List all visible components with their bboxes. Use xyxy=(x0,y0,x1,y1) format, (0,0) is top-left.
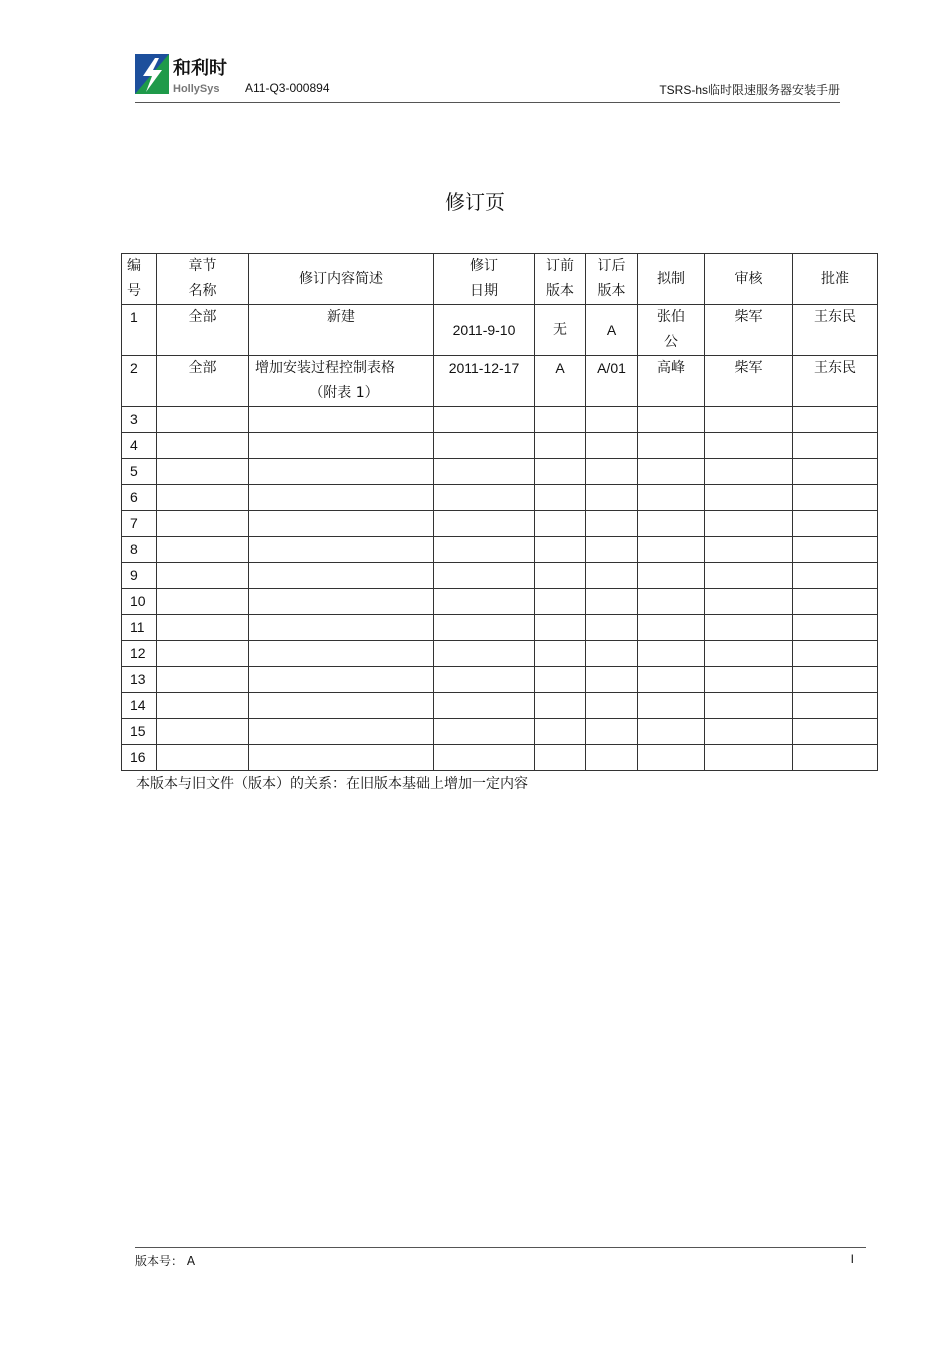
cell-approver xyxy=(793,433,878,459)
cell-number: 5 xyxy=(122,459,157,485)
cell-date xyxy=(434,537,535,563)
table-row xyxy=(122,305,878,356)
page-header xyxy=(135,48,840,103)
cell-after-version: A xyxy=(586,305,638,356)
table-row xyxy=(122,356,878,407)
cell-description xyxy=(249,433,434,459)
cell-approver xyxy=(793,615,878,641)
header-reviewer: 审核 xyxy=(705,254,793,305)
header-before-line1: 订前 xyxy=(546,258,574,274)
cell-before-version xyxy=(535,589,586,615)
cell-number: 10 xyxy=(122,589,157,615)
cell-before-version xyxy=(535,693,586,719)
header-before-version xyxy=(535,254,586,305)
cell-reviewer xyxy=(705,433,793,459)
cell-number: 6 xyxy=(122,485,157,511)
cell-date xyxy=(434,459,535,485)
header-approver: 批准 xyxy=(793,254,878,305)
cell-after-version xyxy=(586,537,638,563)
version-relation-note: 本版本与旧文件（版本）的关系：在旧版本基础上增加一定内容 xyxy=(136,776,528,792)
header-after-version xyxy=(586,254,638,305)
table-row xyxy=(122,407,878,433)
cell-date xyxy=(434,433,535,459)
cell-approver xyxy=(793,563,878,589)
cell-reviewer: 柴军 xyxy=(705,356,793,407)
cell-number: 7 xyxy=(122,511,157,537)
cell-number: 14 xyxy=(122,693,157,719)
cell-description xyxy=(249,459,434,485)
cell-drafter xyxy=(638,693,705,719)
cell-before-version: A xyxy=(535,356,586,407)
cell-chapter xyxy=(157,693,249,719)
cell-chapter xyxy=(157,433,249,459)
svg-text:和利时: 和利时 xyxy=(173,58,227,79)
cell-number: 15 xyxy=(122,719,157,745)
cell-approver xyxy=(793,407,878,433)
cell-approver xyxy=(793,589,878,615)
cell-description-line2: （附表 1） xyxy=(309,385,379,401)
cell-approver xyxy=(793,719,878,745)
cell-chapter xyxy=(157,485,249,511)
cell-date xyxy=(434,511,535,537)
cell-number: 12 xyxy=(122,641,157,667)
table-header-row xyxy=(122,254,878,305)
cell-after-version xyxy=(586,511,638,537)
document-id: A11-Q3-000894 xyxy=(245,81,330,95)
table-row xyxy=(122,563,878,589)
cell-after-version xyxy=(586,719,638,745)
cell-description-line1: 增加安装过程控制表格 xyxy=(255,360,395,376)
header-chapter-line1: 章节 xyxy=(188,258,217,274)
cell-reviewer xyxy=(705,745,793,771)
page-footer xyxy=(135,1247,866,1270)
header-description: 修订内容简述 xyxy=(249,254,434,305)
cell-after-version: A/01 xyxy=(586,356,638,407)
cell-after-version xyxy=(586,615,638,641)
cell-chapter xyxy=(157,615,249,641)
cell-approver xyxy=(793,511,878,537)
cell-number: 1 xyxy=(122,305,157,356)
cell-before-version xyxy=(535,563,586,589)
table-row xyxy=(122,537,878,563)
cell-after-version xyxy=(586,459,638,485)
cell-date: 2011-12-17 xyxy=(434,356,535,407)
header-drafter: 拟制 xyxy=(638,254,705,305)
cell-number: 3 xyxy=(122,407,157,433)
cell-reviewer xyxy=(705,589,793,615)
cell-description xyxy=(249,563,434,589)
cell-approver xyxy=(793,745,878,771)
cell-reviewer xyxy=(705,563,793,589)
header-number-line1: 编 xyxy=(127,258,141,274)
cell-approver xyxy=(793,485,878,511)
cell-reviewer xyxy=(705,459,793,485)
cell-drafter xyxy=(638,537,705,563)
cell-drafter xyxy=(638,745,705,771)
cell-approver xyxy=(793,693,878,719)
cell-description xyxy=(249,485,434,511)
cell-after-version xyxy=(586,745,638,771)
header-chapter xyxy=(157,254,249,305)
header-number-line2: 号 xyxy=(127,283,141,299)
table-row xyxy=(122,615,878,641)
cell-date xyxy=(434,563,535,589)
cell-date xyxy=(434,719,535,745)
table-row xyxy=(122,745,878,771)
cell-after-version xyxy=(586,563,638,589)
cell-date xyxy=(434,693,535,719)
table-row xyxy=(122,693,878,719)
cell-description xyxy=(249,615,434,641)
cell-description: 新建 xyxy=(249,305,434,356)
table-row xyxy=(122,485,878,511)
header-date-line2: 日期 xyxy=(470,283,498,299)
cell-chapter xyxy=(157,719,249,745)
cell-after-version xyxy=(586,485,638,511)
empty-rows xyxy=(122,407,878,771)
cell-after-version xyxy=(586,667,638,693)
cell-before-version xyxy=(535,433,586,459)
cell-number: 4 xyxy=(122,433,157,459)
cell-after-version xyxy=(586,641,638,667)
cell-date xyxy=(434,745,535,771)
cell-drafter-line1: 张伯 xyxy=(657,309,685,325)
cell-chapter xyxy=(157,511,249,537)
cell-description xyxy=(249,719,434,745)
revision-table xyxy=(121,253,878,771)
cell-after-version xyxy=(586,433,638,459)
cell-reviewer xyxy=(705,407,793,433)
page-title: 修订页 xyxy=(445,190,505,214)
cell-description xyxy=(249,745,434,771)
header-date xyxy=(434,254,535,305)
cell-reviewer: 柴军 xyxy=(705,305,793,356)
header-after-line2: 版本 xyxy=(597,283,626,299)
hollysys-logo xyxy=(135,52,235,98)
cell-reviewer xyxy=(705,693,793,719)
cell-reviewer xyxy=(705,485,793,511)
table-row xyxy=(122,719,878,745)
cell-reviewer xyxy=(705,537,793,563)
cell-after-version xyxy=(586,589,638,615)
cell-date xyxy=(434,589,535,615)
cell-chapter xyxy=(157,537,249,563)
cell-drafter xyxy=(638,305,705,356)
manual-title: TSRS-hs临时限速服务器安装手册 xyxy=(659,83,840,97)
cell-before-version xyxy=(535,407,586,433)
cell-description xyxy=(249,641,434,667)
cell-before-version xyxy=(535,511,586,537)
cell-drafter xyxy=(638,719,705,745)
cell-number: 13 xyxy=(122,667,157,693)
cell-chapter xyxy=(157,745,249,771)
cell-before-version xyxy=(535,745,586,771)
cell-drafter xyxy=(638,407,705,433)
cell-before-version xyxy=(535,667,586,693)
cell-description xyxy=(249,511,434,537)
cell-after-version xyxy=(586,407,638,433)
table-row xyxy=(122,589,878,615)
cell-reviewer xyxy=(705,615,793,641)
cell-description xyxy=(249,356,434,407)
cell-description xyxy=(249,667,434,693)
cell-number: 16 xyxy=(122,745,157,771)
table-row xyxy=(122,667,878,693)
cell-drafter xyxy=(638,433,705,459)
cell-drafter xyxy=(638,485,705,511)
cell-chapter xyxy=(157,589,249,615)
cell-date xyxy=(434,615,535,641)
cell-before-version: 无 xyxy=(535,305,586,356)
cell-drafter: 高峰 xyxy=(638,356,705,407)
cell-before-version xyxy=(535,537,586,563)
cell-drafter xyxy=(638,459,705,485)
cell-chapter xyxy=(157,667,249,693)
cell-description xyxy=(249,407,434,433)
cell-before-version xyxy=(535,719,586,745)
cell-before-version xyxy=(535,459,586,485)
cell-drafter xyxy=(638,589,705,615)
cell-number: 2 xyxy=(122,356,157,407)
version-label: 版本号： A xyxy=(135,1254,196,1268)
cell-chapter xyxy=(157,641,249,667)
cell-drafter xyxy=(638,667,705,693)
cell-reviewer xyxy=(705,667,793,693)
cell-date xyxy=(434,667,535,693)
cell-approver xyxy=(793,459,878,485)
cell-description xyxy=(249,693,434,719)
cell-before-version xyxy=(535,641,586,667)
cell-chapter: 全部 xyxy=(157,356,249,407)
cell-after-version xyxy=(586,693,638,719)
cell-description xyxy=(249,589,434,615)
page-number: I xyxy=(850,1252,854,1266)
cell-reviewer xyxy=(705,511,793,537)
svg-text:HollySys: HollySys xyxy=(173,83,220,95)
cell-approver: 王东民 xyxy=(793,356,878,407)
cell-approver xyxy=(793,667,878,693)
table-row xyxy=(122,641,878,667)
header-date-line1: 修订 xyxy=(470,258,498,274)
cell-chapter: 全部 xyxy=(157,305,249,356)
cell-before-version xyxy=(535,485,586,511)
header-number xyxy=(122,254,157,305)
cell-description xyxy=(249,537,434,563)
cell-number: 8 xyxy=(122,537,157,563)
cell-drafter xyxy=(638,563,705,589)
cell-before-version xyxy=(535,615,586,641)
cell-chapter xyxy=(157,407,249,433)
cell-reviewer xyxy=(705,641,793,667)
cell-date xyxy=(434,485,535,511)
table-row xyxy=(122,433,878,459)
cell-drafter xyxy=(638,641,705,667)
cell-approver: 王东民 xyxy=(793,305,878,356)
table-row xyxy=(122,511,878,537)
header-after-line1: 订后 xyxy=(597,258,626,274)
cell-chapter xyxy=(157,563,249,589)
cell-date xyxy=(434,641,535,667)
header-before-line2: 版本 xyxy=(546,283,574,299)
cell-drafter xyxy=(638,511,705,537)
header-chapter-line2: 名称 xyxy=(188,283,217,299)
cell-approver xyxy=(793,641,878,667)
cell-approver xyxy=(793,537,878,563)
table-row xyxy=(122,459,878,485)
cell-number: 11 xyxy=(122,615,157,641)
cell-number: 9 xyxy=(122,563,157,589)
cell-date: 2011-9-10 xyxy=(434,305,535,356)
cell-reviewer xyxy=(705,719,793,745)
cell-drafter xyxy=(638,615,705,641)
cell-drafter-line2: 公 xyxy=(664,334,678,350)
cell-date xyxy=(434,407,535,433)
cell-chapter xyxy=(157,459,249,485)
